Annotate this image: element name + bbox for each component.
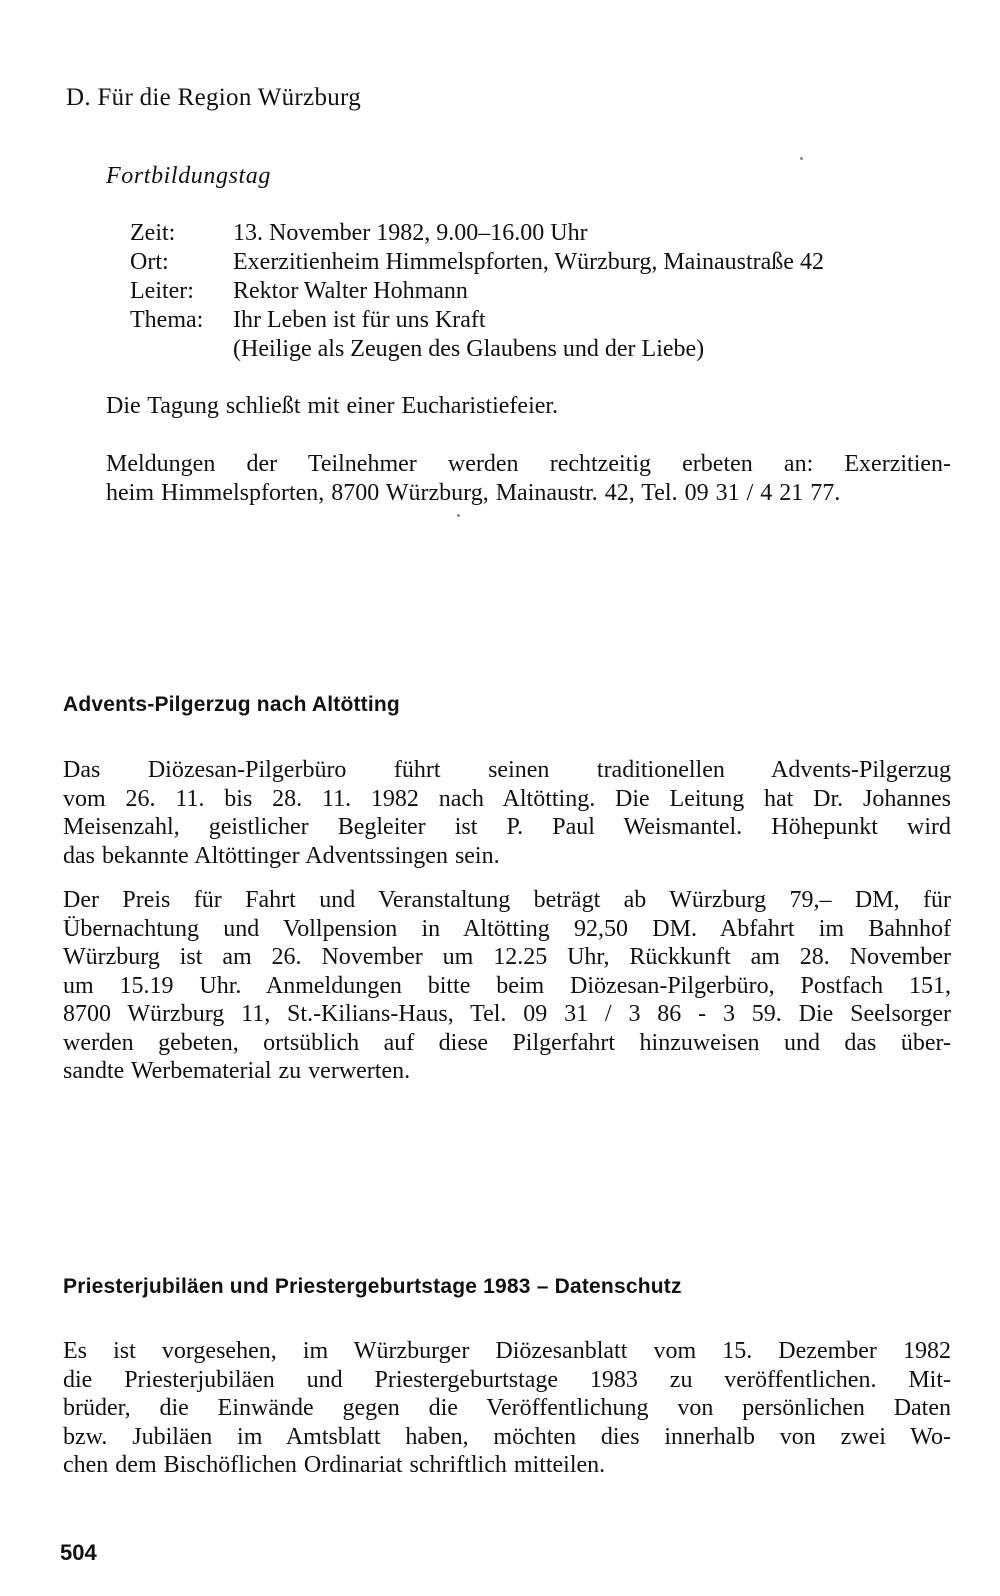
text-line: heim Himmelspforten, 8700 Würzburg, Mainaustr. 42, Tel. 09 31 / 4 21 77. [106, 479, 841, 506]
text-line: 8700 Würzburg 11, St.-Kilians-Haus, Tel. 09 31 / 3 86 - 3 59. Die Seelsorger [63, 1001, 951, 1027]
jubilees-paragraph [63, 1337, 951, 1480]
text-line: sandte Werbematerial zu verwerten. [63, 1058, 411, 1084]
text-line: die Priesterjubiläen und Priestergeburtstage 1983 zu veröffentlichen. Mit- [63, 1366, 951, 1393]
info-value: Rektor Walter Hohmann [233, 278, 468, 304]
text-line: Der Preis für Fahrt und Veranstaltung beträgt ab Würzburg 79,– DM, für [63, 887, 951, 913]
text-line: bzw. Jubiläen im Amtsblatt haben, möchten dies innerhalb von zwei Wo- [63, 1423, 951, 1450]
text-line: das bekannte Altöttinger Adventssingen sein. [63, 842, 500, 869]
sub-heading: Fortbildungstag [106, 163, 272, 189]
pilgrimage-section-title: Advents-Pilgerzug nach Altötting [63, 693, 400, 716]
page-number: 504 [60, 1540, 97, 1565]
text-line: brüder, die Einwände gegen die Veröffentlichung von persönlichen Daten [63, 1395, 951, 1421]
text-line: chen dem Bischöflichen Ordinariat schriftlich mitteilen. [63, 1452, 606, 1478]
info-key: Leiter: [130, 278, 194, 304]
scan-speck [800, 157, 803, 160]
info-value: (Heilige als Zeugen des Glaubens und der Liebe) [233, 336, 705, 362]
registration-paragraph [106, 450, 951, 507]
text-line: Es ist vorgesehen, im Würzburger Diözesanblatt vom 15. Dezember 1982 [63, 1338, 951, 1364]
scan-speck [457, 514, 460, 517]
text-line: Das Diözesan-Pilgerbüro führt seinen traditionellen Advents-Pilgerzug [63, 757, 951, 783]
info-row-topic-subtitle [130, 335, 824, 364]
info-key: Zeit: [130, 220, 176, 246]
text-line: Übernachtung und Vollpension in Altötting 92,50 DM. Abfahrt im Bahnhof [63, 915, 951, 942]
text-line: Würzburg ist am 26. November um 12.25 Uhr, Rückkunft am 28. November [63, 944, 951, 970]
text-line: Meldungen der Teilnehmer werden rechtzeitig erbeten an: Exerzitien- [106, 451, 951, 477]
pilgrimage-paragraph-1 [63, 756, 951, 870]
info-row-topic [130, 306, 824, 335]
info-row-place [130, 248, 824, 277]
pilgrimage-paragraph-2 [63, 886, 951, 1086]
info-value: Exerzitienheim Himmelspforten, Würzburg, Mainaustraße 42 [233, 249, 824, 275]
info-key: Ort: [130, 249, 169, 275]
jubilees-section-title: Priesterjubiläen und Priestergeburtstage 1983 – Datenschutz [63, 1275, 682, 1298]
closing-paragraph [106, 392, 951, 421]
info-value: Ihr Leben ist für uns Kraft [233, 307, 486, 333]
region-heading: D. Für die Region Würzburg [66, 84, 362, 111]
info-key [130, 335, 233, 364]
event-info-table [130, 219, 824, 364]
text-line: werden gebeten, ortsüblich auf diese Pilgerfahrt hinzuweisen und das über- [63, 1029, 951, 1056]
text-line: um 15.19 Uhr. Anmeldungen bitte beim Diözesan-Pilgerbüro, Postfach 151, [63, 972, 951, 999]
info-row-leader [130, 277, 824, 306]
info-value: 13. November 1982, 9.00–16.00 Uhr [233, 220, 588, 246]
info-key: Thema: [130, 307, 204, 333]
text-line: vom 26. 11. bis 28. 11. 1982 nach Altötting. Die Leitung hat Dr. Johannes [63, 785, 951, 812]
text-line: Die Tagung schließt mit einer Eucharistiefeier. [106, 393, 559, 419]
text-line: Meisenzahl, geistlicher Begleiter ist P. Paul Weismantel. Höhepunkt wird [63, 814, 951, 840]
info-row-time [130, 219, 824, 248]
